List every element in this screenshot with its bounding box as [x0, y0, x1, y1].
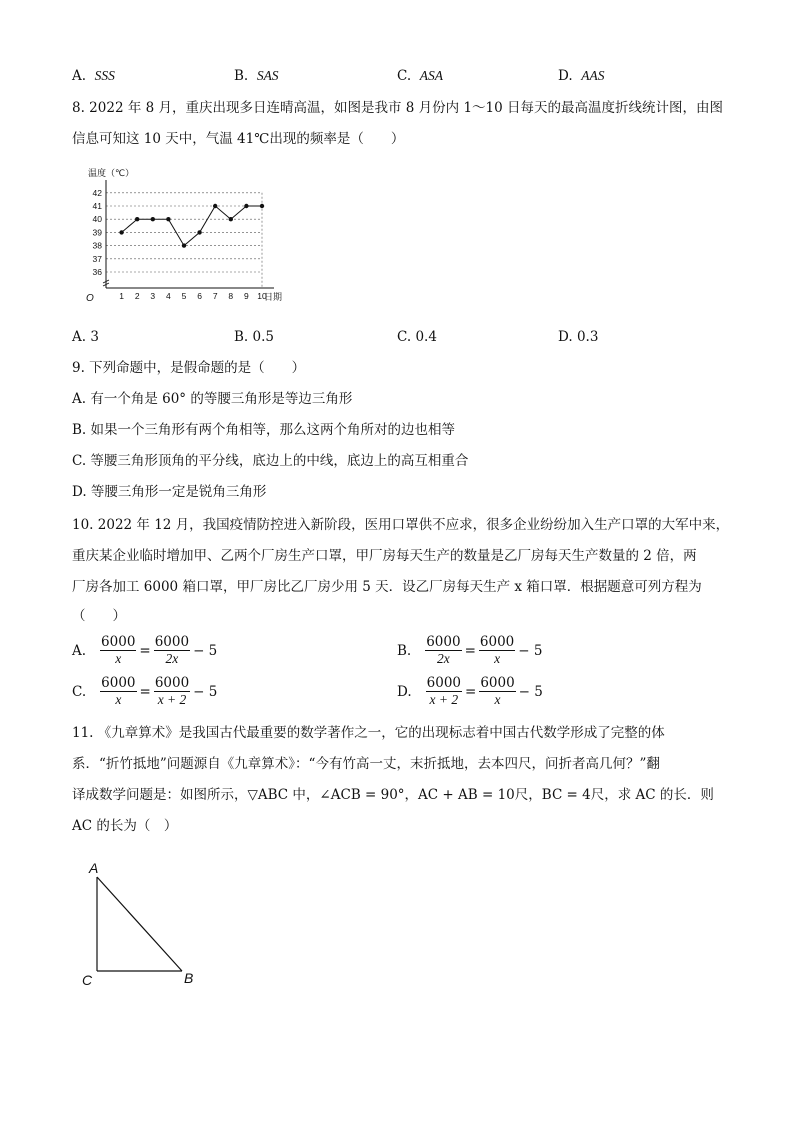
ytick-label-41: 41	[92, 201, 102, 211]
q10-option-d: D. $\frac{6000}{x + 2}$ = $\frac{6000}{x}$ − 5	[397, 675, 543, 707]
q9-option-c: C. 等腰三角形顶角的平分线，底边上的中线，底边上的高互相重合	[72, 453, 469, 469]
xtick-label-10: 10	[257, 291, 267, 301]
q8-option-a: A. 3	[72, 329, 99, 345]
xtick-label-4: 4	[166, 291, 171, 301]
q11-stem-line1: 11. 《九章算术》是我国古代最重要的数学著作之一，它的出现标志着中国古代数学形成了完整的体	[72, 725, 665, 741]
q9-stem: 9. 下列命题中，是假命题的是（ ）	[72, 360, 306, 376]
q9-option-a: A. 有一个角是 60° 的等腰三角形是等边三角形	[72, 391, 353, 407]
q7-option-c: C. ASA	[397, 68, 443, 84]
q11-stem-line2: 系．“折竹抵地”问题源自《九章算术》：“今有竹高一丈，末折抵地，去本四尺，问折者高几何？”翻	[72, 756, 660, 772]
q7-option-b: B. SAS	[234, 68, 279, 84]
ytick-label-39: 39	[92, 227, 102, 238]
vertex-b-label: B	[184, 970, 194, 986]
side-ab	[97, 877, 182, 971]
chart-origin: O	[86, 293, 94, 304]
chart-ylabel: 温度（℃）	[88, 168, 135, 178]
q10-option-a: A. $\frac{6000}{x}$ = $\frac{6000}{2x}$ − 5	[72, 634, 218, 666]
q7-option-a: A. SSS	[72, 68, 115, 84]
data-point-day-1	[119, 230, 123, 234]
right-triangle-figure	[76, 855, 206, 995]
xtick-label-7: 7	[212, 291, 218, 301]
data-point-day-5	[182, 243, 186, 247]
q8-option-b: B. 0.5	[234, 329, 274, 345]
data-point-day-7	[213, 204, 217, 208]
xtick-label-6: 6	[197, 291, 202, 301]
ytick-label-42: 42	[92, 187, 102, 198]
q8-stem-line2: 信息可知这 10 天中，气温 41℃出现的频率是（ ）	[72, 131, 405, 147]
data-point-day-10	[260, 204, 264, 208]
q8-option-d: D. 0.3	[558, 329, 599, 345]
q8-option-c: C. 0.4	[397, 329, 437, 345]
xtick-label-3: 3	[150, 291, 156, 301]
q9-option-b: B. 如果一个三角形有两个角相等，那么这两个角所对的边也相等	[72, 422, 456, 438]
temperature-line-chart	[80, 160, 300, 310]
q10-stem-line1: 10. 2022 年 12 月，我国疫情防控进入新阶段，医用口罩供不应求，很多企业纷纷加入生产口罩的大军中来，	[72, 517, 730, 533]
ytick-label-36: 36	[92, 267, 102, 277]
q8-stem-line1: 8. 2022 年 8 月，重庆出现多日连晴高温，如图是我市 8 月份内 1～10 日每天的最高温度折线统计图，由图	[72, 100, 724, 116]
temperature-series-line	[122, 206, 262, 246]
ytick-label-40: 40	[92, 214, 102, 225]
q9-option-d: D. 等腰三角形一定是锐角三角形	[72, 484, 267, 500]
xtick-label-5: 5	[181, 291, 187, 301]
q7-option-d: D. AAS	[558, 68, 605, 84]
q10-option-b: B. $\frac{6000}{2x}$ = $\frac{6000}{x}$ − 5	[397, 634, 543, 666]
q10-stem-line4: （ ）	[72, 608, 126, 624]
xtick-label-9: 9	[244, 291, 249, 301]
data-point-day-3	[151, 217, 155, 221]
xtick-label-8: 8	[228, 291, 234, 301]
q10-stem-line3: 厂房各加工 6000 箱口罩，甲厂房比乙厂房少用 5 天．设乙厂房每天生产 x 箱口罩．根据题意可列方程为	[72, 579, 702, 595]
ytick-label-37: 37	[92, 253, 102, 264]
vertex-c-label: C	[82, 972, 93, 988]
data-point-day-9	[244, 204, 248, 208]
data-point-day-4	[166, 217, 170, 221]
q11-stem-line4: AC 的长为（ ）	[72, 818, 178, 834]
vertex-a-label: A	[89, 860, 99, 876]
q10-stem-line2: 重庆某企业临时增加甲、乙两个厂房生产口罩，甲厂房每天生产的数量是乙厂房每天生产数量的 2 倍，两	[72, 548, 697, 564]
data-point-day-6	[197, 230, 201, 234]
xtick-label-2: 2	[134, 291, 140, 301]
ytick-label-38: 38	[92, 240, 102, 251]
q10-option-c: C. $\frac{6000}{x}$ = $\frac{6000}{x + 2}$ − 5	[72, 675, 218, 707]
data-point-day-8	[229, 217, 233, 221]
chart-xlabel: 日期	[264, 292, 283, 302]
data-point-day-2	[135, 217, 139, 221]
q11-stem-line3: 译成数学问题是：如图所示，▽ABC 中，∠ACB = 90°，AC + AB = 10尺，BC = 4尺，求 AC 的长．则	[72, 787, 714, 803]
xtick-label-1: 1	[119, 291, 124, 301]
